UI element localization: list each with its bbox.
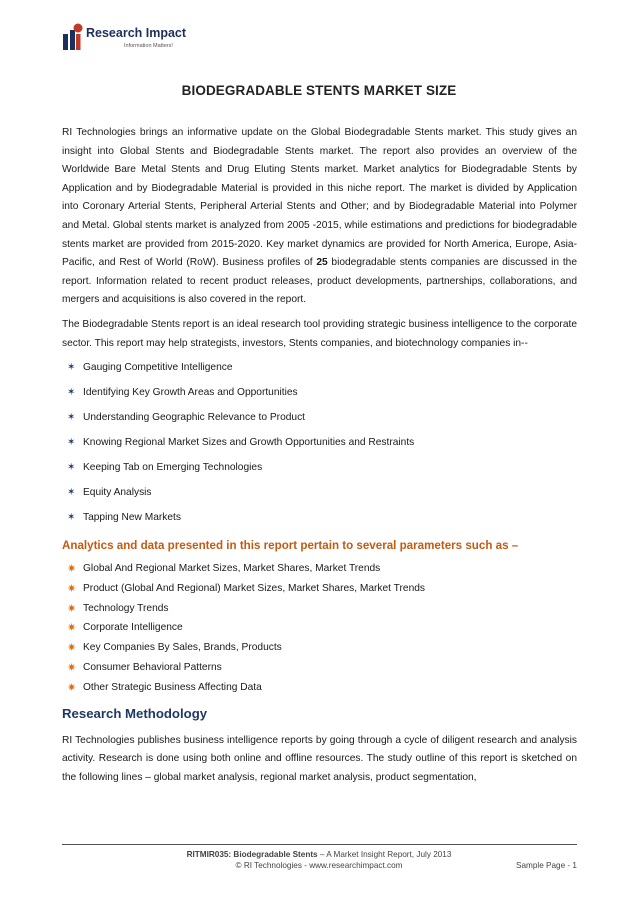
list-item: ✶ Knowing Regional Market Sizes and Growth Opportunities and Restraints [62,434,577,459]
star-bullet-icon: ✶ [67,512,76,524]
asterisk-bullet-icon: ✷ [67,582,77,595]
star-bullet-icon: ✶ [67,437,76,449]
list-item: ✶ Keeping Tab on Emerging Technologies [62,459,577,484]
methodology-heading: Research Methodology [62,705,208,721]
list-item: ✷ Consumer Behavioral Patterns [62,659,577,679]
list-item: ✷ Key Companies By Sales, Brands, Products [62,639,577,659]
logo-name: Research Impact [86,26,187,40]
asterisk-bullet-icon: ✷ [67,562,77,575]
list-item: ✶ Identifying Key Growth Areas and Opportunities [62,384,577,409]
star-bullet-icon: ✶ [67,387,76,399]
list-item: ✶ Tapping New Markets [62,509,577,534]
benefits-list [62,359,577,534]
star-bullet-icon: ✶ [67,412,76,424]
footer-report-line: RITMIR035: Biodegradable Stents – A Market Insight Report, July 2013 [186,850,452,859]
logo-mark-icon [62,22,84,52]
asterisk-bullet-icon: ✷ [67,662,77,675]
purpose-paragraph: The Biodegradable Stents report is an ideal research tool providing strategic business intelligence to the corporate sector. This report may help strategists, investors, Stents companies, and biotechnology companies in-- [62,318,577,349]
star-bullet-icon: ✶ [67,487,76,499]
company-count: 25 [316,257,328,269]
star-bullet-icon: ✶ [67,462,76,474]
footer-copyright: © RI Technologies - www.researchimpact.com [235,861,403,870]
asterisk-bullet-icon: ✷ [67,602,77,615]
page-number: Sample Page - 1 [516,861,577,870]
list-item: ✷ Corporate Intelligence [62,619,577,639]
asterisk-bullet-icon: ✷ [67,642,77,655]
analytics-heading: Analytics and data presented in this report pertain to several parameters such as – [62,539,519,553]
asterisk-bullet-icon: ✷ [67,622,77,635]
logo-tagline: Information Matters! [124,43,173,49]
intro-paragraph: RI Technologies brings an informative update on the Global Biodegradable Stents market. This study gives an insight into Global Stents and Biodegradable Stents market. The report also provides an overview of the Worldwide Bare Metal Stents and Drug Eluting Stents market. Market analytics for Biodegradable Stents by Application and by Biodegradable Material is provided in this niche report. The market is divided by Application into Coronary Arterial Stents, Peripheral Arterial Stents and Other; and by Biodegradable Material into Polymer and Metal. Global stents market is analyzed from 2005 -2015, while estimations and predictions for biodegradable stents market are provided from 2015-2020. Key market dynamics are provided for North America, Europe, Asia-Pacific, and Rest of World (RoW). Business profiles of 25 biodegradable stents companies are discussed in the report. Information related to recent product releases, product developments, partnerships, collaborations, and mergers and acquisitions is also covered in the report. [62,127,577,306]
page-title: BIODEGRADABLE STENTS MARKET SIZE [181,83,457,98]
star-bullet-icon: ✶ [67,362,76,374]
asterisk-bullet-icon: ✷ [67,682,77,695]
list-item: ✷ Other Strategic Business Affecting Data [62,679,577,699]
list-item: ✷ Global And Regional Market Sizes, Market Shares, Market Trends [62,560,577,580]
footer-divider [62,844,577,845]
list-item: ✶ Gauging Competitive Intelligence [62,359,577,384]
document-body [62,124,577,793]
list-item: ✶ Equity Analysis [62,484,577,509]
list-item: ✶ Understanding Geographic Relevance to Product [62,409,577,434]
list-item: ✷ Product (Global And Regional) Market Sizes, Market Shares, Market Trends [62,580,577,600]
list-item: ✷ Technology Trends [62,600,577,620]
company-logo [62,22,242,62]
parameters-list [62,560,577,699]
methodology-paragraph: RI Technologies publishes business intelligence reports by going through a cycle of diligent research and analysis activity. Research is done using both online and offline resources. The study outline of this report is sketched on the following lines – global market analysis, regional market analysis, product segmentation, [62,734,577,783]
